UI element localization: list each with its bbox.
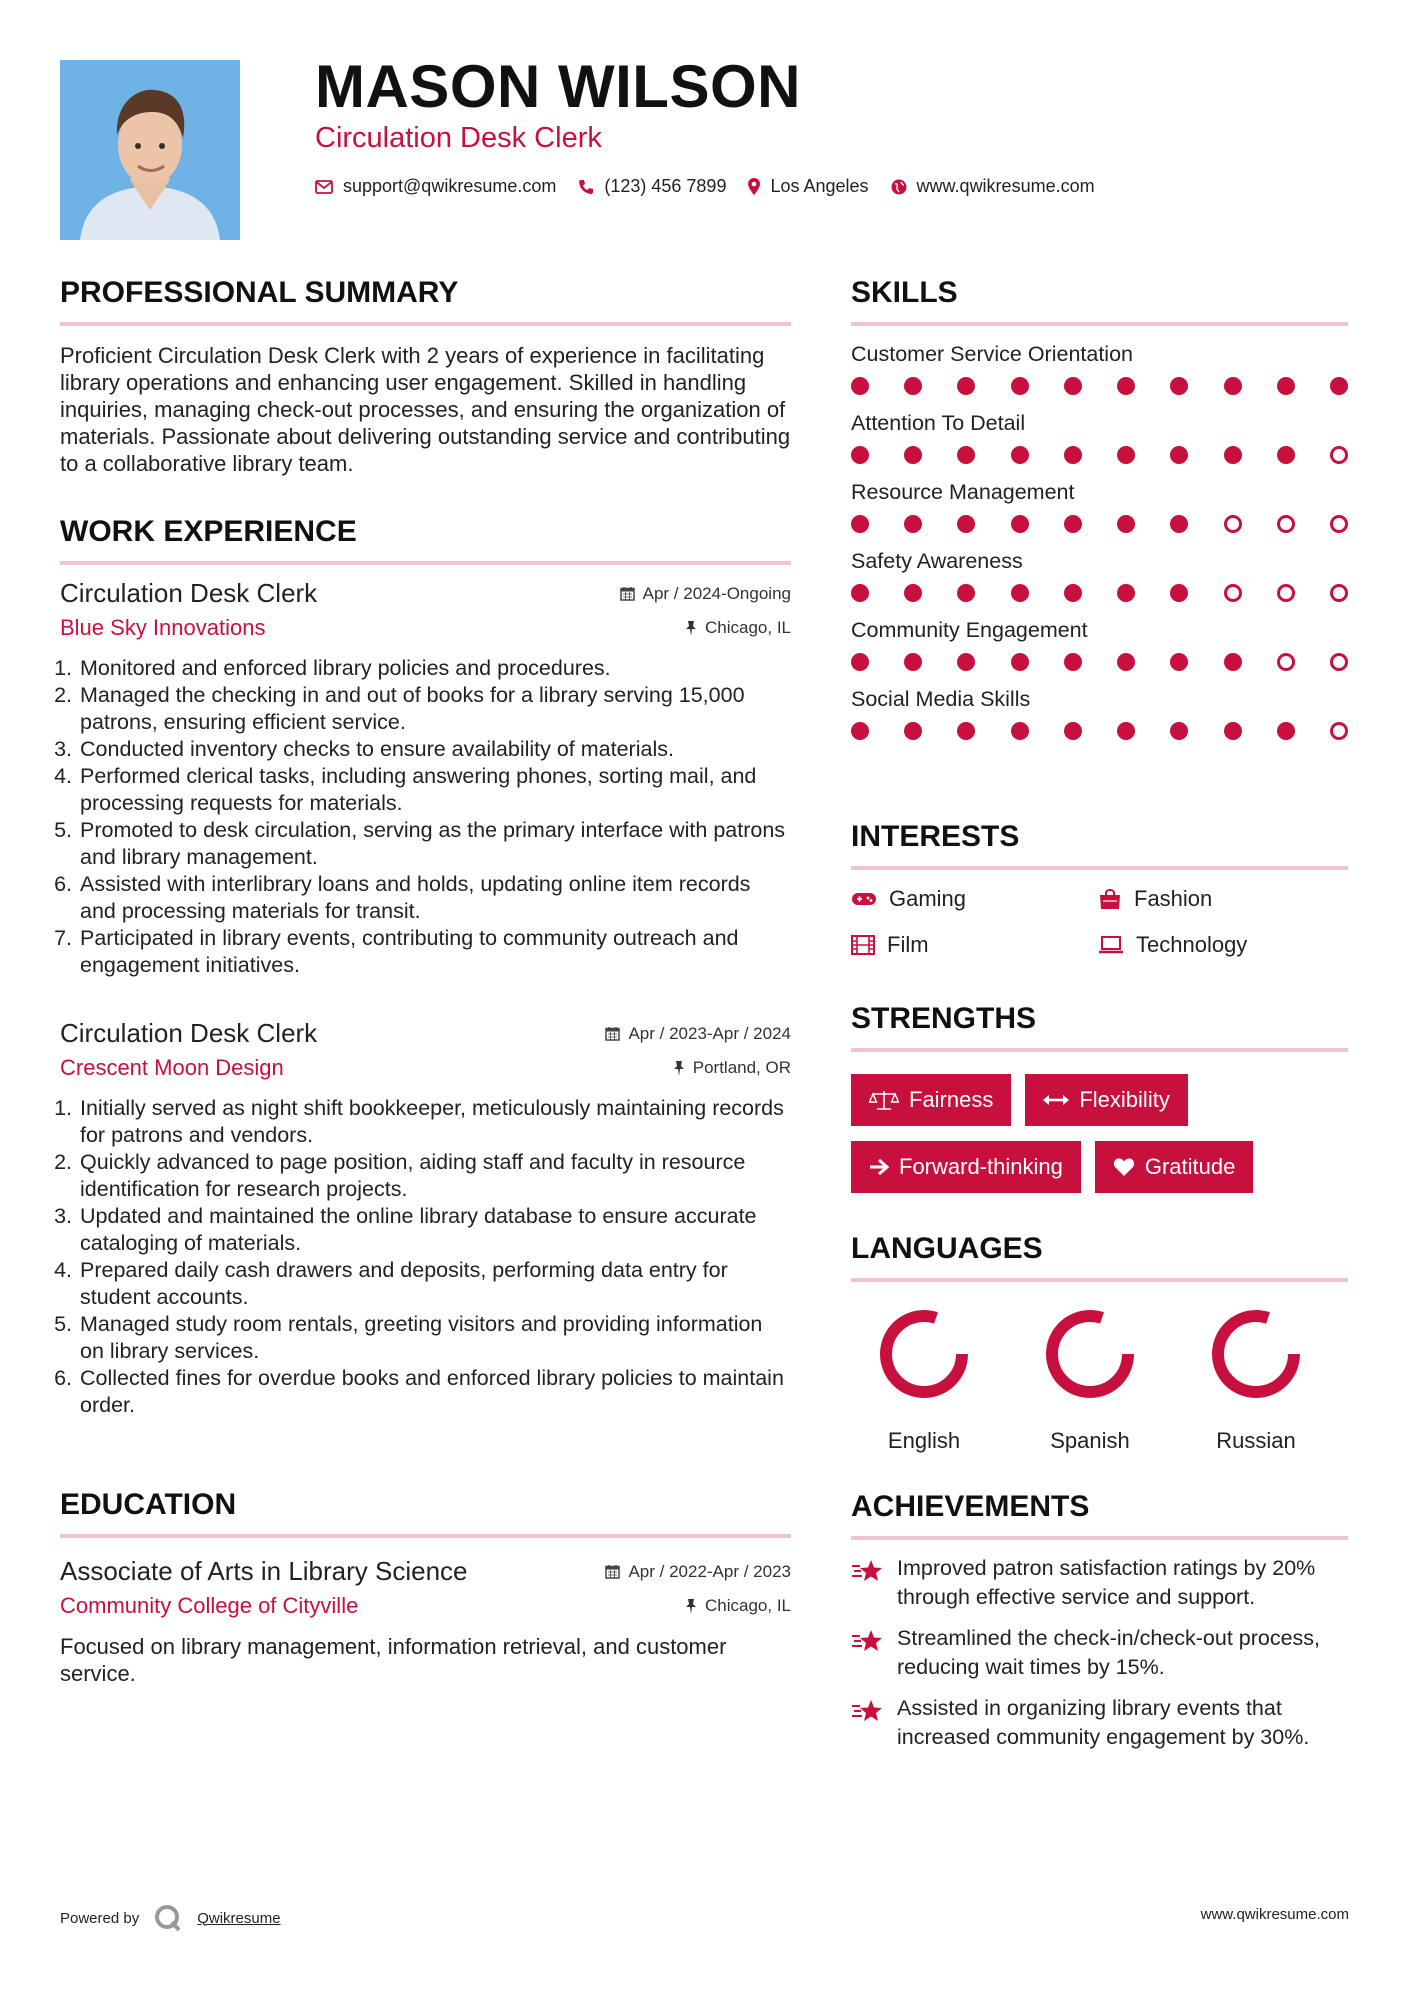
interest-item [1098,886,1348,912]
calendar-icon [620,586,635,601]
language-name: English [887,1428,961,1453]
contact-location [748,176,868,197]
website-text: www.qwikresume.com [916,176,1095,196]
achievements-heading: ACHIEVEMENTS [851,1490,1090,1523]
rating-dot-filled [1011,722,1029,740]
skill-name: Attention To Detail [851,411,1026,435]
skill-name: Safety Awareness [851,549,1023,573]
contact-email[interactable] [315,176,556,197]
rating-dot-filled [1277,446,1295,464]
list-item: 5. Promoted to desk circulation, serving as the primary interface with patrons and library management. [78,817,791,871]
job-company: Blue Sky Innovations [60,615,266,640]
job-location-text: Chicago, IL [705,618,791,637]
rating-dot-filled [957,584,975,602]
job-location-text: Portland, OR [692,1058,791,1077]
skills-heading: SKILLS [851,276,958,309]
section-divider [851,1536,1348,1540]
achievements-section [851,1490,1348,1752]
language-level-ring [1040,1304,1140,1404]
list-item: 2. Managed the checking in and out of books for a library serving 15,000 patrons, ensuring efficient service. [78,682,791,736]
rating-dot-empty [1330,653,1348,671]
rating-dot-filled [1011,653,1029,671]
contact-bar [315,176,1117,197]
achievement-item [851,1694,1348,1752]
rating-dot-filled [1064,722,1082,740]
brand-link[interactable]: Qwikresume [197,1909,281,1927]
language-level-arc [1218,1316,1294,1392]
language-level-arc [886,1316,962,1392]
rating-dot-filled [904,515,922,533]
job-bullets [60,655,791,979]
interest-label: Gaming [889,886,967,911]
rating-dot-filled [957,446,975,464]
rating-dot-filled [1011,377,1029,395]
education-dates-text: Apr / 2022-Apr / 2023 [628,1561,791,1581]
shopping-bag-icon [1098,888,1122,910]
rating-dot-empty [1277,584,1295,602]
strength-label: Flexibility [1079,1087,1170,1112]
language-level-ring [874,1304,974,1404]
rating-dot-filled [1170,377,1188,395]
job-entry [60,578,791,979]
rating-dot-filled [851,722,869,740]
pin-icon [685,1598,697,1614]
job-dates-text: Apr / 2024-Ongoing [642,583,791,603]
achievement-text: Improved patron satisfaction ratings by 20% through effective service and support. [897,1556,1316,1609]
list-item: 4. Performed clerical tasks, including answering phones, sorting mail, and processing requests for materials. [78,763,791,817]
skill-name: Community Engagement [851,618,1088,642]
education-location-text: Chicago, IL [705,1596,791,1615]
skill-name: Resource Management [851,480,1075,504]
skill-name: Social Media Skills [851,687,1031,711]
section-divider [60,1534,791,1538]
list-item: 7. Participated in library events, contributing to community outreach and engagement initiatives. [78,925,791,979]
rating-dot-filled [1117,515,1135,533]
section-divider [851,1278,1348,1282]
skill-item [851,687,1348,740]
strengths-section [851,1002,1348,1193]
footer-powered [60,1903,281,1933]
skill-rating [851,653,1348,671]
summary-section [60,276,791,477]
rating-dot-empty [1330,584,1348,602]
interest-item [851,932,1098,958]
experience-heading: WORK EXPERIENCE [60,515,357,548]
email-text: support@qwikresume.com [343,176,557,196]
skill-item [851,618,1348,671]
gamepad-icon [851,891,877,907]
job-title: Circulation Desk Clerk [60,578,318,608]
strengths-heading: STRENGTHS [851,1002,1037,1035]
skills-list [851,342,1348,740]
qwikresume-logo-icon [153,1903,183,1933]
section-divider [60,322,791,326]
section-divider [851,322,1348,326]
interest-label: Film [887,932,929,957]
language-name: Spanish [1050,1428,1130,1453]
rating-dot-empty [1224,584,1242,602]
education-heading: EDUCATION [60,1488,237,1521]
list-item: 3. Conducted inventory checks to ensure availability of materials. [78,736,791,763]
summary-text: Proficient Circulation Desk Clerk with 2 years of experience in facilitating library operations and enhancing user engagement. Skilled in handling inquiries, managing check-out processes, and ensuring the organization of materials. Passionate about delivering outstanding service and contributing to a collaborative library team. [60,343,791,476]
rating-dot-filled [1117,584,1135,602]
avatar [60,60,240,240]
profile-photo [60,60,240,240]
strength-chip [851,1074,1011,1126]
envelope-icon [315,180,333,194]
pin-icon [685,620,697,636]
rating-dot-filled [957,653,975,671]
language-level-ring [1206,1304,1306,1404]
rating-dot-filled [1224,446,1242,464]
list-item: 4. Prepared daily cash drawers and deposits, performing data entry for student accounts. [78,1257,791,1311]
heart-icon [1113,1157,1135,1177]
phone-icon [578,179,594,195]
rating-dot-filled [1064,446,1082,464]
job-location [685,618,791,638]
rating-dot-filled [1277,377,1295,395]
rating-dot-empty [1224,515,1242,533]
interests-section [851,820,1348,958]
rating-dot-filled [851,653,869,671]
list-item: 1. Initially served as night shift bookkeeper, meticulously maintaining records for patrons and vendors. [78,1095,791,1149]
rating-dot-filled [1011,584,1029,602]
languages-section [851,1232,1348,1454]
experience-section [60,515,791,565]
skill-rating [851,722,1348,740]
rating-dot-filled [904,653,922,671]
rating-dot-filled [1224,377,1242,395]
arrow-right-icon [869,1158,889,1176]
job-location [673,1058,791,1078]
list-item: 5. Managed study room rentals, greeting visitors and providing information on library services. [78,1311,791,1365]
job-dates [620,584,791,604]
job-company: Crescent Moon Design [60,1055,284,1080]
phone-text: (123) 456 7899 [604,176,727,196]
pin-icon [673,1060,685,1076]
languages-heading: LANGUAGES [851,1232,1043,1265]
rating-dot-filled [904,446,922,464]
language-item [1007,1304,1173,1454]
interest-item [1098,932,1348,958]
star-icon [851,1698,883,1724]
candidate-name: MASON WILSON [315,53,801,120]
rating-dot-filled [1170,515,1188,533]
rating-dot-empty [1330,446,1348,464]
rating-dot-filled [957,377,975,395]
rating-dot-filled [1064,377,1082,395]
rating-dot-filled [1224,653,1242,671]
rating-dot-filled [851,515,869,533]
rating-dot-filled [957,722,975,740]
achievement-item [851,1554,1348,1612]
education-description: Focused on library management, information retrieval, and customer service. [60,1634,727,1686]
calendar-icon [605,1564,620,1579]
strength-chip [1095,1141,1254,1193]
list-item: 3. Updated and maintained the online library database to ensure accurate cataloging of materials. [78,1203,791,1257]
map-marker-icon [748,178,760,195]
rating-dot-empty [1277,515,1295,533]
job-title: Circulation Desk Clerk [60,1018,318,1048]
rating-dot-filled [1277,722,1295,740]
strength-chip [1025,1074,1187,1126]
laptop-icon [1098,936,1124,954]
strength-label: Gratitude [1144,1154,1236,1179]
rating-dot-filled [1064,653,1082,671]
skill-item [851,411,1348,464]
interest-label: Fashion [1134,886,1213,911]
section-divider [851,1048,1348,1052]
school-name: Community College of Cityville [60,1593,359,1618]
rating-dot-empty [1330,722,1348,740]
rating-dot-filled [1170,653,1188,671]
list-item: 1. Monitored and enforced library policies and procedures. [78,655,791,682]
skill-rating [851,377,1348,395]
rating-dot-filled [1170,446,1188,464]
rating-dot-filled [1064,584,1082,602]
achievement-item [851,1624,1348,1682]
interests-heading: INTERESTS [851,820,1020,853]
list-item: 2. Quickly advanced to page position, aiding staff and faculty in resource identification for research projects. [78,1149,791,1203]
job-dates-text: Apr / 2023-Apr / 2024 [628,1023,791,1043]
globe-icon [891,179,907,195]
rating-dot-filled [851,584,869,602]
skill-item [851,549,1348,602]
star-icon [851,1628,883,1654]
arrows-horizontal-icon [1043,1094,1069,1106]
rating-dot-filled [1224,722,1242,740]
balance-scale-icon [869,1089,899,1111]
job-bullets [60,1095,791,1419]
calendar-icon [605,1026,620,1041]
strength-label: Fairness [909,1087,994,1112]
job-entry [60,1018,791,1419]
contact-website[interactable] [891,176,1095,197]
list-item: 6. Collected fines for overdue books and enforced library policies to maintain order. [78,1365,791,1419]
rating-dot-filled [1117,377,1135,395]
rating-dot-filled [1170,584,1188,602]
rating-dot-filled [1011,515,1029,533]
rating-dot-filled [1011,446,1029,464]
rating-dot-filled [904,377,922,395]
rating-dot-filled [904,584,922,602]
language-name: Russian [1216,1428,1296,1453]
rating-dot-empty [1277,653,1295,671]
footer-url[interactable]: www.qwikresume.com [1200,1906,1349,1923]
list-item: 6. Assisted with interlibrary loans and holds, updating online item records and processing materials for transit. [78,871,791,925]
skill-rating [851,515,1348,533]
powered-by-text: Powered by [60,1909,140,1927]
summary-heading: PROFESSIONAL SUMMARY [60,276,459,309]
education-dates [605,1562,791,1582]
skill-rating [851,446,1348,464]
rating-dot-filled [851,377,869,395]
education-section [60,1488,791,1687]
rating-dot-filled [1170,722,1188,740]
interest-label: Technology [1136,932,1248,957]
rating-dot-filled [1117,722,1135,740]
skills-section [851,276,1348,756]
rating-dot-empty [1330,515,1348,533]
language-item [1173,1304,1339,1454]
achievement-text: Streamlined the check-in/check-out process, reducing wait times by 15%. [897,1626,1321,1679]
languages-list [841,1304,1348,1454]
interest-item [851,886,1098,912]
language-level-arc [1052,1316,1128,1392]
star-icon [851,1558,883,1584]
strength-label: Forward-thinking [899,1154,1063,1179]
rating-dot-filled [1330,377,1348,395]
rating-dot-filled [957,515,975,533]
location-text: Los Angeles [770,176,869,196]
section-divider [60,561,791,565]
rating-dot-filled [1064,515,1082,533]
degree-title: Associate of Arts in Library Science [60,1556,468,1586]
strength-chip [851,1141,1081,1193]
section-divider [851,866,1348,870]
skill-item [851,342,1348,395]
rating-dot-filled [851,446,869,464]
rating-dot-filled [1117,446,1135,464]
rating-dot-filled [1117,653,1135,671]
skill-name: Customer Service Orientation [851,342,1133,366]
job-dates [605,1024,791,1044]
achievement-text: Assisted in organizing library events that increased community engagement by 30%. [897,1696,1310,1749]
skill-item [851,480,1348,533]
contact-phone[interactable] [578,176,726,197]
rating-dot-filled [904,722,922,740]
education-location [685,1596,791,1616]
skill-rating [851,584,1348,602]
film-icon [851,935,875,955]
language-item [841,1304,1007,1454]
candidate-title: Circulation Desk Clerk [315,122,602,154]
